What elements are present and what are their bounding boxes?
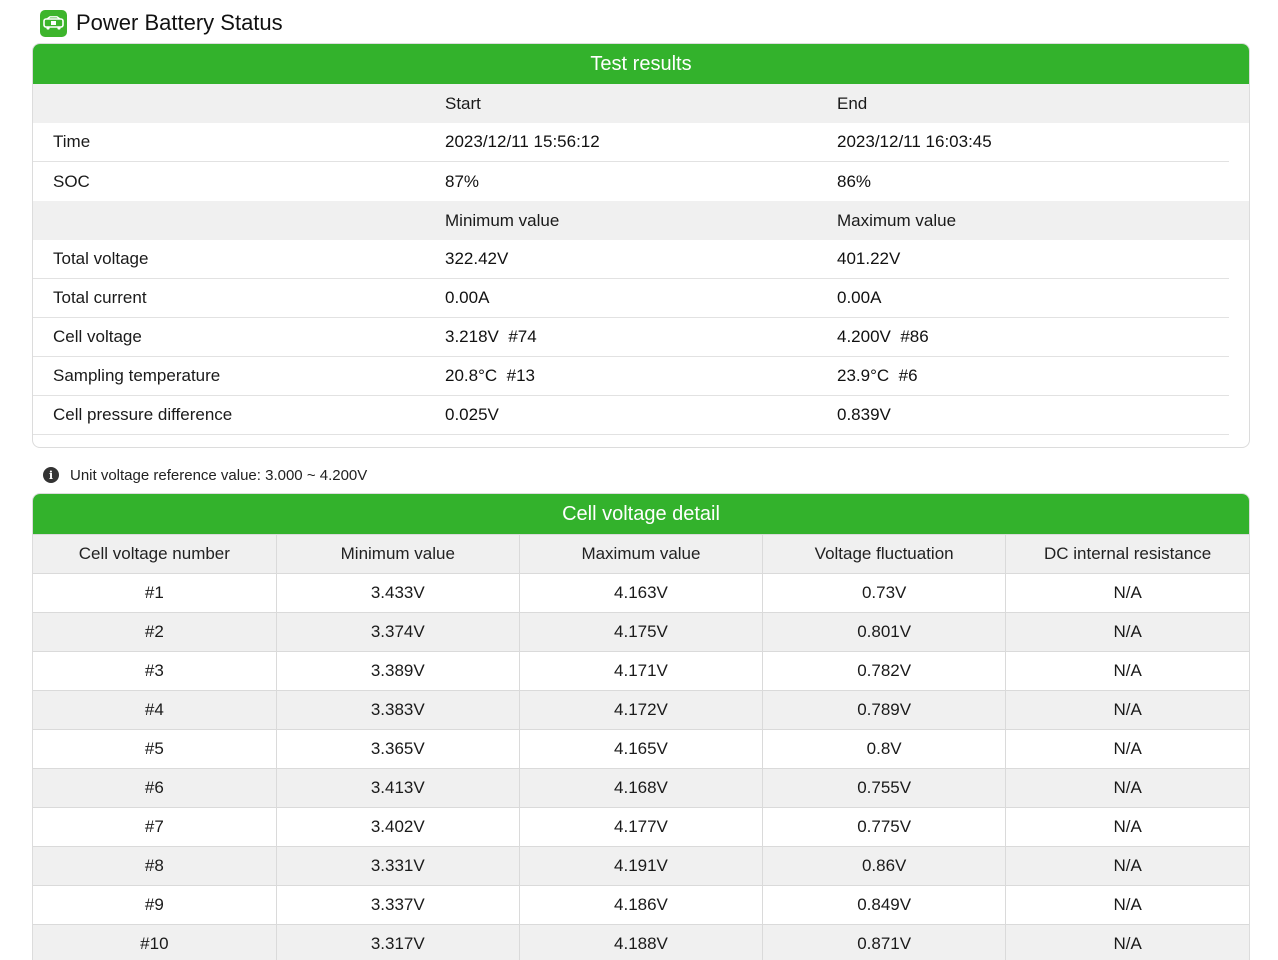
table-row bbox=[33, 574, 1249, 613]
table-row bbox=[33, 730, 1249, 769]
row-label: Total voltage bbox=[53, 249, 149, 268]
dc-internal-resistance-cell: N/A bbox=[1006, 652, 1249, 691]
cell-number-cell: #7 bbox=[33, 808, 276, 847]
min-value: 322.42V bbox=[445, 249, 509, 268]
max-value: 0.00A bbox=[837, 288, 882, 307]
cell-number-cell: #1 bbox=[33, 574, 276, 613]
sampling-temperature-row bbox=[33, 357, 1229, 396]
column-header: Maximum value bbox=[519, 535, 762, 574]
total-voltage-row bbox=[33, 240, 1229, 279]
minimum-value-cell: 3.337V bbox=[276, 886, 519, 925]
voltage-fluctuation-cell: 0.86V bbox=[763, 847, 1006, 886]
table-header-row bbox=[33, 535, 1249, 574]
voltage-fluctuation-cell: 0.871V bbox=[763, 925, 1006, 960]
dc-internal-resistance-cell: N/A bbox=[1006, 769, 1249, 808]
row-label: Cell voltage bbox=[53, 327, 142, 346]
voltage-fluctuation-cell: 0.801V bbox=[763, 613, 1006, 652]
cell-number-cell: #8 bbox=[33, 847, 276, 886]
start-soc-value: 87% bbox=[445, 171, 480, 191]
max-value: 23.9°C #6 bbox=[837, 366, 918, 385]
dc-internal-resistance-cell: N/A bbox=[1006, 847, 1249, 886]
cell-voltage-detail-card bbox=[32, 493, 1250, 960]
dc-internal-resistance-cell: N/A bbox=[1006, 574, 1249, 613]
cell-voltage-detail-header: Cell voltage detail bbox=[33, 494, 1249, 534]
row-label: SOC bbox=[53, 171, 90, 191]
min-value: 0.025V bbox=[445, 405, 499, 424]
maximum-value-cell: 4.171V bbox=[519, 652, 762, 691]
column-header: Cell voltage number bbox=[33, 535, 276, 574]
min-value: 3.218V #74 bbox=[445, 327, 537, 346]
maximum-value-cell: 4.188V bbox=[519, 925, 762, 960]
maximum-value-cell: 4.168V bbox=[519, 769, 762, 808]
cell-voltage-table-body bbox=[33, 574, 1249, 960]
end-soc-value: 86% bbox=[837, 171, 872, 191]
soc-row bbox=[33, 162, 1229, 201]
test-results-table bbox=[33, 84, 1249, 435]
table-row bbox=[33, 925, 1249, 960]
cell-number-cell: #4 bbox=[33, 691, 276, 730]
minimum-value-cell: 3.365V bbox=[276, 730, 519, 769]
max-value: 401.22V bbox=[837, 249, 901, 268]
table-row bbox=[33, 886, 1249, 925]
total-current-row bbox=[33, 279, 1229, 318]
max-value: 4.200V #86 bbox=[837, 327, 929, 346]
maximum-value-cell: 4.191V bbox=[519, 847, 762, 886]
minimum-value-cell: 3.331V bbox=[276, 847, 519, 886]
voltage-fluctuation-cell: 0.8V bbox=[763, 730, 1006, 769]
cell-number-cell: #9 bbox=[33, 886, 276, 925]
maximum-value-cell: 4.175V bbox=[519, 613, 762, 652]
minimum-value-cell: 3.383V bbox=[276, 691, 519, 730]
cell-number-cell: #5 bbox=[33, 730, 276, 769]
voltage-fluctuation-cell: 0.755V bbox=[763, 769, 1006, 808]
column-header: Voltage fluctuation bbox=[763, 535, 1006, 574]
table-row bbox=[33, 652, 1249, 691]
min-value: 20.8°C #13 bbox=[445, 366, 535, 385]
end-time-value: 2023/12/11 16:03:45 bbox=[837, 132, 992, 151]
minimum-value-cell: 3.413V bbox=[276, 769, 519, 808]
minimum-value-cell: 3.433V bbox=[276, 574, 519, 613]
cell-number-cell: #10 bbox=[33, 925, 276, 960]
column-header: DC internal resistance bbox=[1006, 535, 1249, 574]
start-time-value: 2023/12/11 15:56:12 bbox=[445, 132, 600, 151]
table-row bbox=[33, 847, 1249, 886]
dc-internal-resistance-cell: N/A bbox=[1006, 808, 1249, 847]
minimum-value-cell: 3.402V bbox=[276, 808, 519, 847]
minimum-value-cell: 3.389V bbox=[276, 652, 519, 691]
minimum-column-header: Minimum value bbox=[445, 210, 560, 230]
min-max-header-row bbox=[33, 201, 1249, 240]
voltage-fluctuation-cell: 0.849V bbox=[763, 886, 1006, 925]
voltage-fluctuation-cell: 0.789V bbox=[763, 691, 1006, 730]
row-label: Sampling temperature bbox=[53, 366, 221, 385]
row-label: Total current bbox=[53, 288, 147, 307]
maximum-value-cell: 4.163V bbox=[519, 574, 762, 613]
table-row bbox=[33, 808, 1249, 847]
minimum-value-cell: 3.374V bbox=[276, 613, 519, 652]
test-results-card bbox=[32, 43, 1250, 448]
maximum-value-cell: 4.165V bbox=[519, 730, 762, 769]
dc-internal-resistance-cell: N/A bbox=[1006, 691, 1249, 730]
cell-number-cell: #3 bbox=[33, 652, 276, 691]
max-value: 0.839V bbox=[837, 405, 891, 424]
cell-number-cell: #6 bbox=[33, 769, 276, 808]
voltage-fluctuation-cell: 0.73V bbox=[763, 574, 1006, 613]
voltage-fluctuation-cell: 0.775V bbox=[763, 808, 1006, 847]
dc-internal-resistance-cell: N/A bbox=[1006, 730, 1249, 769]
cell-number-cell: #2 bbox=[33, 613, 276, 652]
maximum-value-cell: 4.177V bbox=[519, 808, 762, 847]
table-row bbox=[33, 691, 1249, 730]
minimum-value-cell: 3.317V bbox=[276, 925, 519, 960]
start-end-header-row bbox=[33, 84, 1249, 123]
min-value: 0.00A bbox=[445, 288, 490, 307]
info-icon: i bbox=[43, 467, 59, 483]
cell-voltage-table bbox=[33, 534, 1249, 960]
dc-internal-resistance-cell: N/A bbox=[1006, 886, 1249, 925]
page-header bbox=[40, 9, 283, 37]
start-column-header: Start bbox=[445, 93, 481, 113]
voltage-fluctuation-cell: 0.782V bbox=[763, 652, 1006, 691]
dc-internal-resistance-cell: N/A bbox=[1006, 613, 1249, 652]
page-title: Power Battery Status bbox=[76, 10, 283, 35]
table-row bbox=[33, 769, 1249, 808]
dc-internal-resistance-cell: N/A bbox=[1006, 925, 1249, 960]
maximum-value-cell: 4.172V bbox=[519, 691, 762, 730]
column-header: Minimum value bbox=[276, 535, 519, 574]
maximum-column-header: Maximum value bbox=[837, 210, 957, 230]
cell-pressure-difference-row bbox=[33, 396, 1229, 435]
reference-note-text: Unit voltage reference value: 3.000 ~ 4.200V bbox=[70, 466, 368, 484]
table-row bbox=[33, 613, 1249, 652]
reference-note bbox=[43, 465, 367, 485]
cell-voltage-row bbox=[33, 318, 1229, 357]
row-label: Time bbox=[53, 132, 91, 151]
time-row bbox=[33, 123, 1229, 162]
row-label: Cell pressure difference bbox=[53, 405, 233, 424]
battery-car-icon bbox=[40, 10, 67, 37]
maximum-value-cell: 4.186V bbox=[519, 886, 762, 925]
test-results-header: Test results bbox=[33, 44, 1249, 84]
end-column-header: End bbox=[837, 93, 868, 113]
